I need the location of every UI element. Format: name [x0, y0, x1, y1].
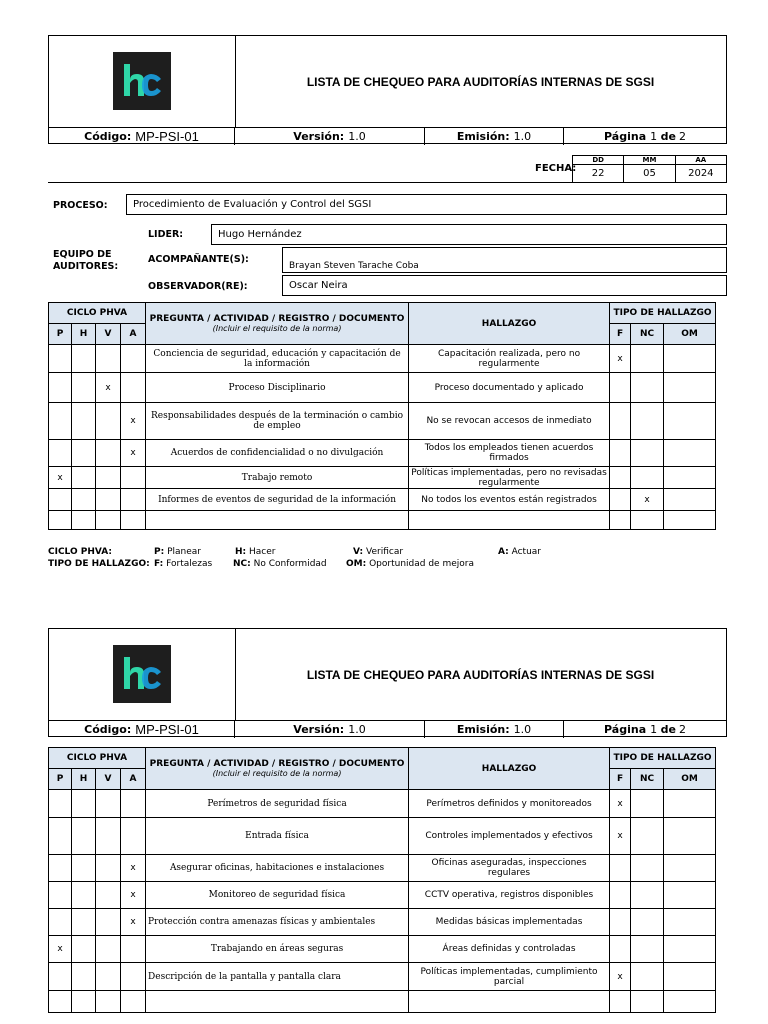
cell-om — [664, 440, 716, 467]
company-logo — [113, 645, 171, 703]
cell-v — [96, 882, 121, 909]
cell-h — [72, 882, 96, 909]
cell-a: x — [121, 403, 146, 440]
cell-f: x — [610, 345, 631, 373]
tipo-hallazgo-header: TIPO DE HALLAZGO — [610, 303, 716, 324]
cell-q: Entrada física — [146, 818, 409, 855]
cell-nc — [631, 511, 664, 530]
cell-a — [121, 818, 146, 855]
cell-om — [664, 909, 716, 936]
cell-f — [610, 403, 631, 440]
table-row — [49, 991, 716, 1013]
equipo-label-1: EQUIPO DE — [53, 249, 112, 260]
fecha-grid — [572, 155, 727, 183]
cell-q: Acuerdos de confidencialidad o no divulgación — [146, 440, 409, 467]
cell-a: x — [121, 882, 146, 909]
cell-hallazgo: Políticas implementadas, cumplimiento parcial — [409, 963, 610, 991]
cell-h — [72, 855, 96, 882]
document-title: LISTA DE CHEQUEO PARA AUDITORÍAS INTERNAS DE SGSI — [306, 74, 655, 89]
cell-a — [121, 991, 146, 1013]
legend-ciclo: CICLO PHVA: P: Planear H: Hacer V: Verificar A: Actuar — [48, 547, 542, 557]
cell-om — [664, 790, 716, 818]
cell-nc — [631, 882, 664, 909]
version-cell: Versión: 1.0 — [235, 128, 425, 145]
cell-f: x — [610, 790, 631, 818]
cell-hallazgo: No se revocan accesos de inmediato — [409, 403, 610, 440]
cell-a — [121, 345, 146, 373]
cell-h — [72, 790, 96, 818]
table-row — [49, 818, 716, 855]
acompanante-field: Brayan Steven Tarache Coba — [282, 247, 727, 273]
version-cell: Versión: 1.0 — [235, 721, 425, 738]
cell-v — [96, 467, 121, 489]
cell-f — [610, 467, 631, 489]
cell-a — [121, 963, 146, 991]
emision-cell: Emisión: 1.0 — [425, 128, 564, 145]
proceso-label: PROCESO: — [53, 200, 108, 211]
cell-p: x — [49, 467, 72, 489]
cell-v — [96, 403, 121, 440]
h-header: H — [72, 324, 96, 345]
cell-om — [664, 855, 716, 882]
cell-p — [49, 909, 72, 936]
cell-hallazgo: Áreas definidas y controladas — [409, 936, 610, 963]
version-value: 1.0 — [348, 723, 366, 736]
cell-om — [664, 991, 716, 1013]
cell-om — [664, 882, 716, 909]
title-cell — [235, 36, 726, 127]
f-header: F — [610, 769, 631, 790]
cell-q: Conciencia de seguridad, educación y capacitación de la información — [146, 345, 409, 373]
cell-v — [96, 345, 121, 373]
cell-h — [72, 373, 96, 403]
table-row — [49, 790, 716, 818]
cell-p — [49, 790, 72, 818]
cell-p — [49, 440, 72, 467]
cell-h — [72, 511, 96, 530]
cell-q: Monitoreo de seguridad física — [146, 882, 409, 909]
emision-value: 1.0 — [513, 130, 532, 143]
cell-p — [49, 818, 72, 855]
ciclo-phva-header: CICLO PHVA — [49, 303, 146, 324]
cell-f — [610, 511, 631, 530]
lider-field: Hugo Hernández — [211, 224, 727, 245]
cell-p — [49, 855, 72, 882]
title-cell — [235, 629, 726, 720]
table-row — [49, 936, 716, 963]
company-logo — [113, 52, 171, 110]
cell-p — [49, 373, 72, 403]
cell-v — [96, 909, 121, 936]
cell-nc — [631, 403, 664, 440]
cell-hallazgo — [409, 511, 610, 530]
cell-q: Descripción de la pantalla y pantalla clara — [146, 963, 409, 991]
emision-value: 1.0 — [513, 723, 532, 736]
logo-cell — [49, 629, 236, 720]
cell-om — [664, 511, 716, 530]
cell-nc — [631, 790, 664, 818]
cell-a: x — [121, 440, 146, 467]
acompanante-label: ACOMPAÑANTE(S): — [148, 254, 249, 265]
table-row — [49, 345, 716, 373]
a-header: A — [121, 324, 146, 345]
cell-hallazgo: No todos los eventos están registrados — [409, 489, 610, 511]
cell-h — [72, 909, 96, 936]
hallazgo-header: HALLAZGO — [409, 748, 610, 790]
cell-hallazgo: Todos los empleados tienen acuerdos firmados — [409, 440, 610, 467]
cell-a — [121, 373, 146, 403]
cell-nc — [631, 991, 664, 1013]
cell-nc — [631, 936, 664, 963]
table-row — [49, 855, 716, 882]
cell-f: x — [610, 963, 631, 991]
cell-h — [72, 489, 96, 511]
cell-q: Responsabilidades después de la terminación o cambio de empleo — [146, 403, 409, 440]
document-meta-row — [49, 127, 726, 145]
cell-a — [121, 936, 146, 963]
cell-f — [610, 909, 631, 936]
cell-f — [610, 440, 631, 467]
cell-h — [72, 467, 96, 489]
nc-header: NC — [631, 769, 664, 790]
cell-om — [664, 489, 716, 511]
cell-q: Asegurar oficinas, habitaciones e instalaciones — [146, 855, 409, 882]
cell-h — [72, 991, 96, 1013]
cell-om — [664, 467, 716, 489]
cell-nc — [631, 855, 664, 882]
cell-v — [96, 790, 121, 818]
legend-tipo: TIPO DE HALLAZGO: F: Fortalezas NC: No Conformidad OM: Oportunidad de mejora — [48, 559, 474, 569]
cell-h — [72, 403, 96, 440]
cell-om — [664, 963, 716, 991]
codigo-cell: Código: MP-PSI-01 — [49, 128, 235, 145]
cell-om — [664, 818, 716, 855]
codigo-value: MP-PSI-01 — [135, 722, 199, 737]
table-row — [49, 511, 716, 530]
cell-v — [96, 440, 121, 467]
pagina-cell: Página 1 de 2 — [604, 130, 686, 143]
cell-nc — [631, 373, 664, 403]
cell-q — [146, 511, 409, 530]
a-header: A — [121, 769, 146, 790]
cell-q: Proceso Disciplinario — [146, 373, 409, 403]
hallazgo-header: HALLAZGO — [409, 303, 610, 345]
cell-v — [96, 489, 121, 511]
cell-a — [121, 467, 146, 489]
cell-nc — [631, 467, 664, 489]
cell-p — [49, 403, 72, 440]
logo-cell — [49, 36, 236, 127]
cell-v — [96, 963, 121, 991]
cell-hallazgo: Medidas básicas implementadas — [409, 909, 610, 936]
cell-p — [49, 489, 72, 511]
cell-hallazgo: Controles implementados y efectivos — [409, 818, 610, 855]
cell-p — [49, 991, 72, 1013]
cell-hallazgo: Proceso documentado y aplicado — [409, 373, 610, 403]
cell-h — [72, 440, 96, 467]
om-header: OM — [664, 769, 716, 790]
cell-nc — [631, 440, 664, 467]
observador-label: OBSERVADOR(RE): — [148, 281, 248, 292]
equipo-label-2: AUDITORES: — [53, 261, 119, 272]
cell-om — [664, 403, 716, 440]
f-header: F — [610, 324, 631, 345]
cell-hallazgo — [409, 991, 610, 1013]
table-row — [49, 882, 716, 909]
cell-q: Perímetros de seguridad física — [146, 790, 409, 818]
document-title: LISTA DE CHEQUEO PARA AUDITORÍAS INTERNAS DE SGSI — [306, 667, 655, 682]
nc-header: NC — [631, 324, 664, 345]
cell-v — [96, 855, 121, 882]
cell-q: Trabajo remoto — [146, 467, 409, 489]
cell-p: x — [49, 936, 72, 963]
logo-icon — [113, 645, 171, 703]
cell-a — [121, 511, 146, 530]
mm-value: 05 — [624, 165, 675, 182]
cell-q: Protección contra amenazas físicas y ambientales — [146, 909, 409, 936]
cell-p — [49, 345, 72, 373]
codigo-cell: Código: MP-PSI-01 — [49, 721, 235, 738]
table-row — [49, 909, 716, 936]
p-header: P — [49, 324, 72, 345]
cell-v — [96, 991, 121, 1013]
cell-a — [121, 790, 146, 818]
logo-icon — [113, 52, 171, 110]
om-header: OM — [664, 324, 716, 345]
aa-label: AA — [676, 156, 726, 165]
cell-hallazgo: Políticas implementadas, pero no revisadas regularmente — [409, 467, 610, 489]
pregunta-header: PREGUNTA / ACTIVIDAD / REGISTRO / DOCUMENTO (Incluir el requisito de la norma) — [146, 303, 409, 345]
cell-f — [610, 936, 631, 963]
cell-hallazgo: CCTV operativa, registros disponibles — [409, 882, 610, 909]
table-row — [49, 467, 716, 489]
cell-v: x — [96, 373, 121, 403]
cell-q — [146, 991, 409, 1013]
v-header: V — [96, 324, 121, 345]
cell-f: x — [610, 818, 631, 855]
checklist-table-2 — [48, 747, 716, 1013]
cell-f — [610, 489, 631, 511]
cell-f — [610, 991, 631, 1013]
cell-nc — [631, 963, 664, 991]
cell-nc — [631, 345, 664, 373]
cell-f — [610, 373, 631, 403]
cell-hallazgo: Oficinas aseguradas, inspecciones regulares — [409, 855, 610, 882]
cell-h — [72, 818, 96, 855]
emision-cell: Emisión: 1.0 — [425, 721, 564, 738]
cell-hallazgo: Capacitación realizada, pero no regularmente — [409, 345, 610, 373]
table-row — [49, 440, 716, 467]
cell-om — [664, 373, 716, 403]
proceso-field: Procedimiento de Evaluación y Control del SGSI — [126, 194, 727, 215]
dd-label: DD — [573, 156, 624, 165]
tipo-hallazgo-header: TIPO DE HALLAZGO — [610, 748, 716, 769]
pregunta-header: PREGUNTA / ACTIVIDAD / REGISTRO / DOCUMENTO (Incluir el requisito de la norma) — [146, 748, 409, 790]
cell-p — [49, 511, 72, 530]
cell-a — [121, 489, 146, 511]
lider-label: LIDER: — [148, 229, 184, 240]
cell-a: x — [121, 909, 146, 936]
aa-value: 2024 — [688, 168, 714, 179]
cell-v — [96, 511, 121, 530]
cell-a: x — [121, 855, 146, 882]
cell-f — [610, 882, 631, 909]
table-row — [49, 373, 716, 403]
table-row — [49, 403, 716, 440]
document-header-page-2 — [48, 628, 727, 737]
version-value: 1.0 — [348, 130, 366, 143]
cell-nc: x — [631, 489, 664, 511]
codigo-value: MP-PSI-01 — [135, 129, 199, 144]
cell-p — [49, 963, 72, 991]
observador-field: Oscar Neira — [282, 275, 727, 296]
table-row — [49, 963, 716, 991]
cell-q: Informes de eventos de seguridad de la información — [146, 489, 409, 511]
pagina-cell: Página 1 de 2 — [604, 723, 686, 736]
mm-label: MM — [624, 156, 675, 165]
cell-hallazgo: Perímetros definidos y monitoreados — [409, 790, 610, 818]
document-header — [48, 35, 727, 144]
checklist-table-1 — [48, 302, 716, 530]
ciclo-phva-header: CICLO PHVA — [49, 748, 146, 769]
separator-line — [48, 182, 727, 183]
cell-nc — [631, 909, 664, 936]
cell-h — [72, 936, 96, 963]
cell-om — [664, 936, 716, 963]
cell-v — [96, 818, 121, 855]
dd-value: 22 — [573, 165, 624, 182]
v-header: V — [96, 769, 121, 790]
h-header: H — [72, 769, 96, 790]
cell-q: Trabajando en áreas seguras — [146, 936, 409, 963]
cell-v — [96, 936, 121, 963]
p-header: P — [49, 769, 72, 790]
cell-nc — [631, 818, 664, 855]
cell-p — [49, 882, 72, 909]
table-row — [49, 489, 716, 511]
cell-h — [72, 345, 96, 373]
cell-h — [72, 963, 96, 991]
cell-f — [610, 855, 631, 882]
document-meta-row — [49, 720, 726, 738]
fecha-label: FECHA: — [535, 163, 577, 174]
cell-om — [664, 345, 716, 373]
